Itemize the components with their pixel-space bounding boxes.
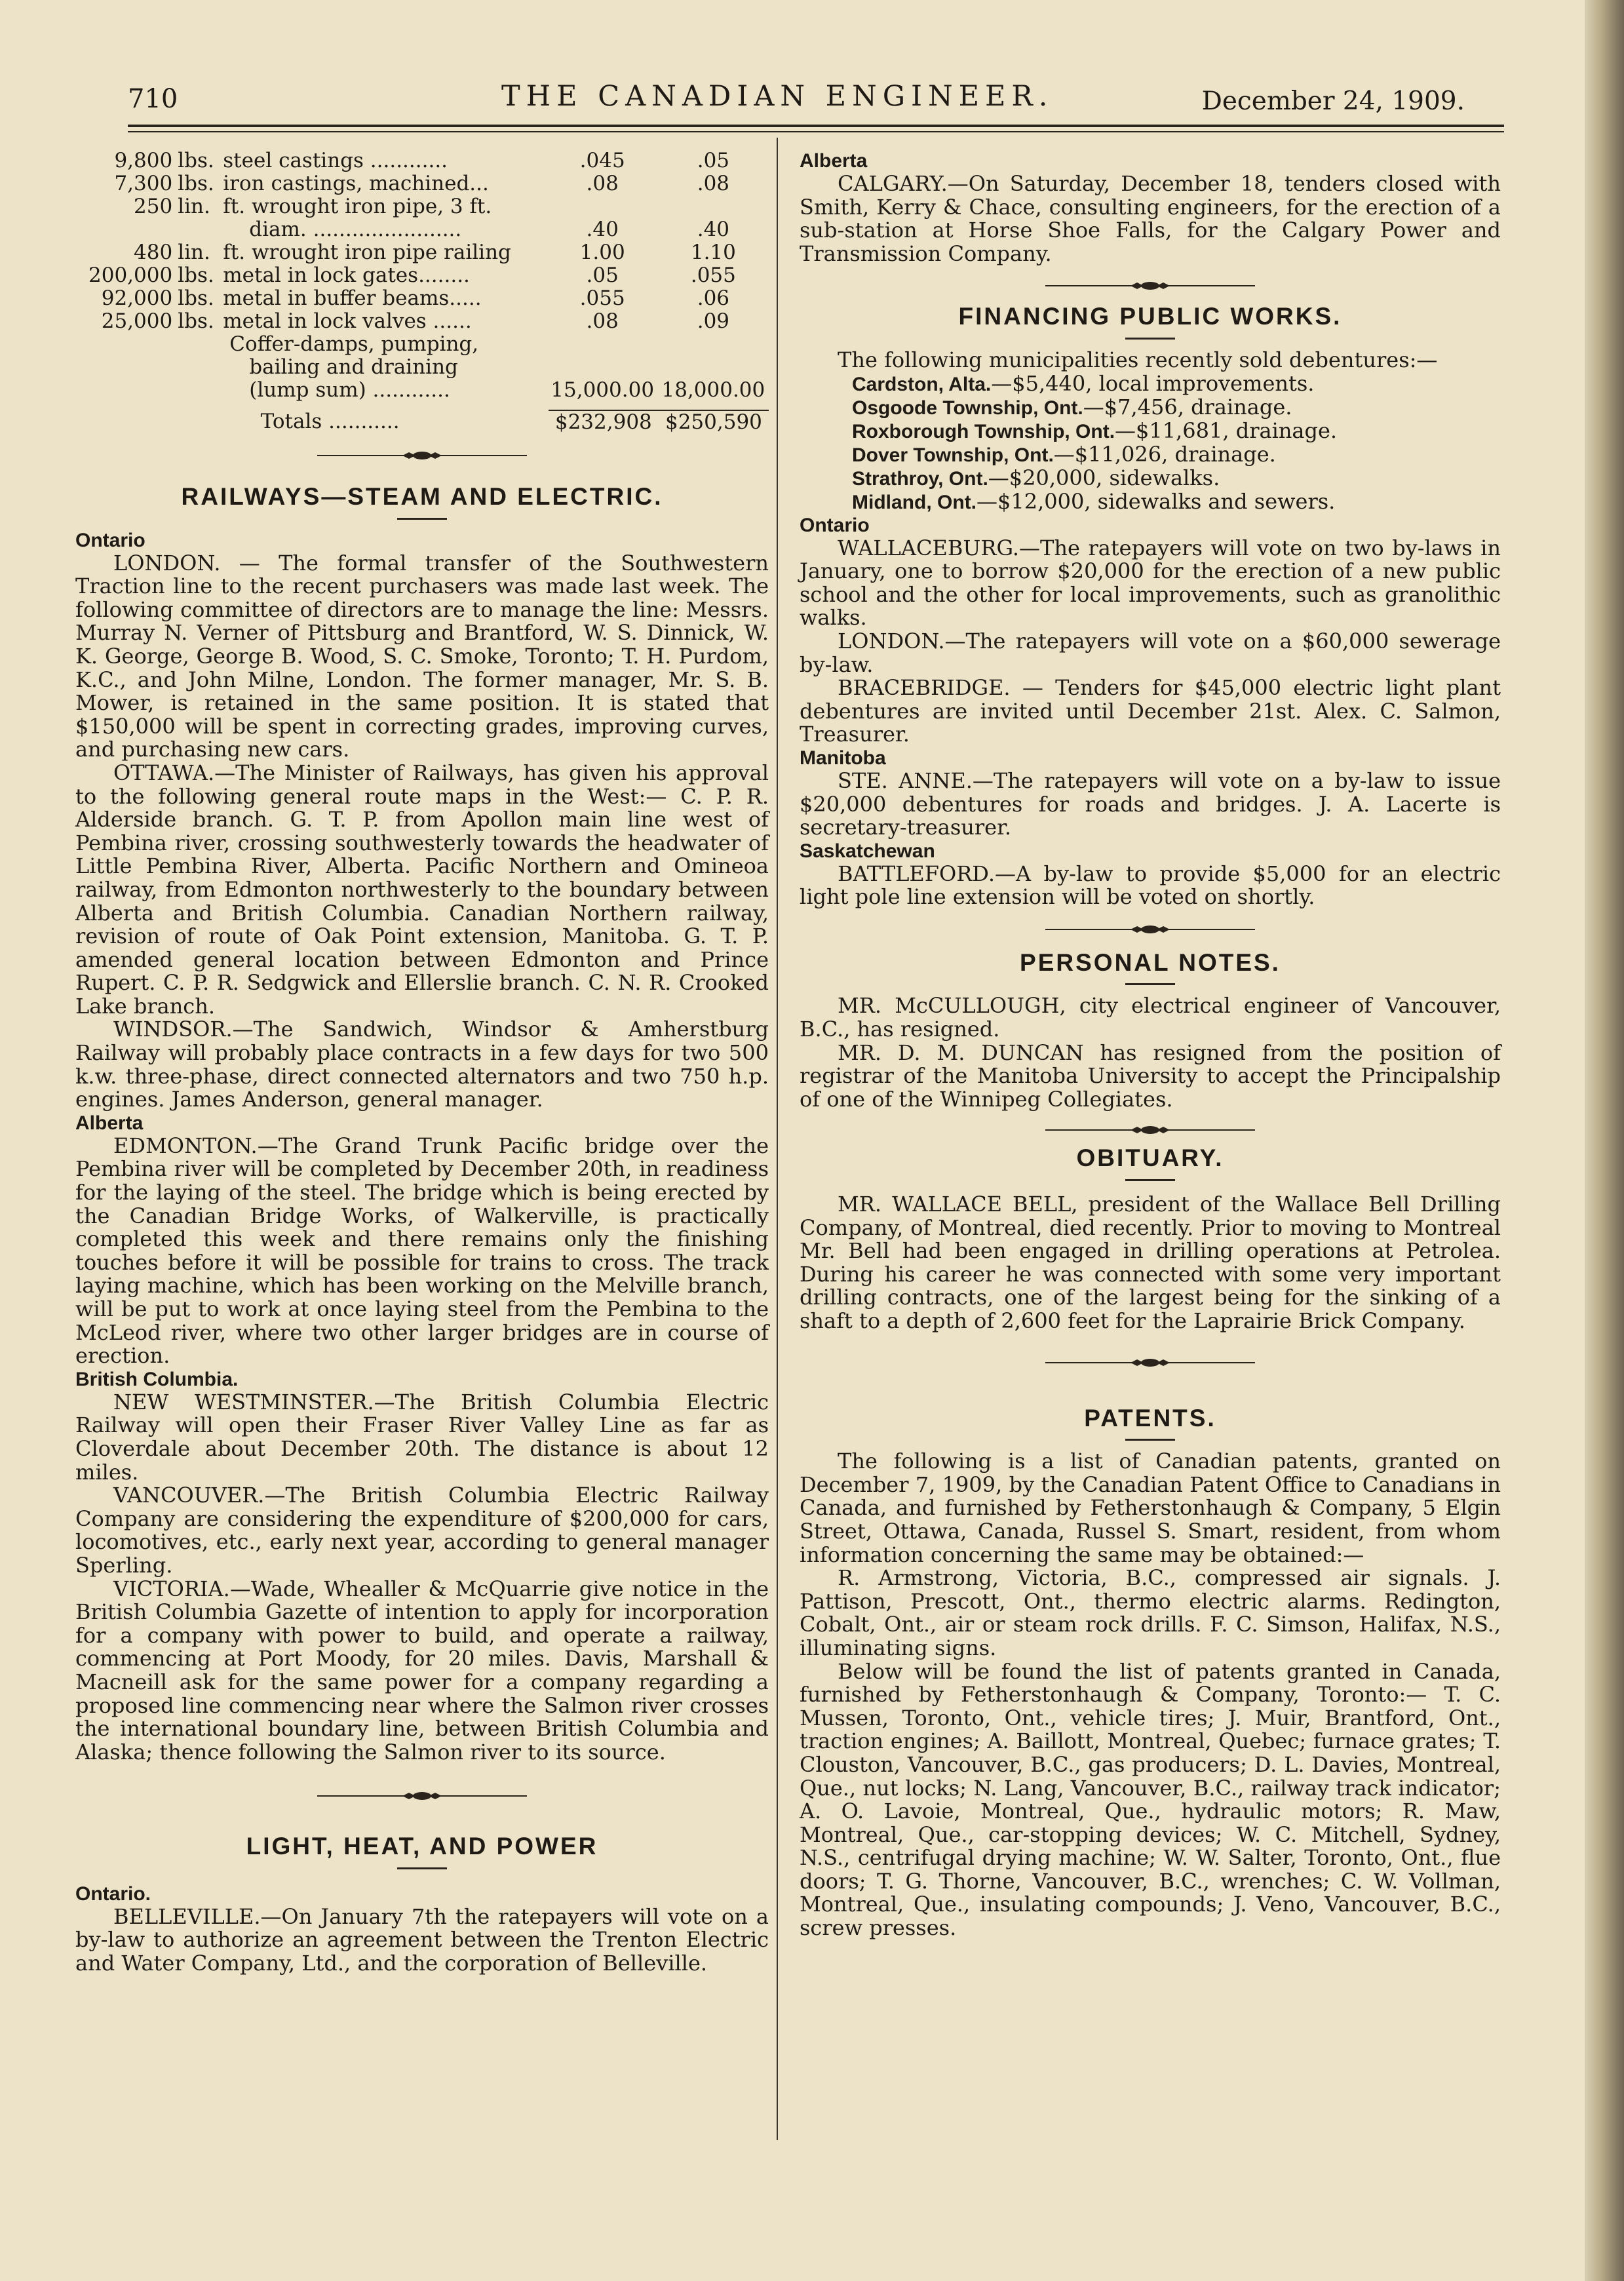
- municipality-name: Strathroy, Ont.: [852, 467, 988, 490]
- cost-unit: lbs.: [178, 172, 214, 195]
- debenture-detail: —$11,681, drainage.: [1115, 418, 1338, 443]
- issue-date: December 24, 1909.: [1201, 87, 1465, 116]
- cost-quantity: [88, 333, 178, 356]
- personal-notes-heading: PERSONAL NOTES.: [1020, 948, 1281, 976]
- right-column: [800, 149, 1501, 1940]
- cost-unit: [178, 379, 223, 402]
- cost-value-2: [658, 195, 769, 218]
- heading-rule: [1125, 338, 1175, 340]
- ornament-divider-icon: [1045, 276, 1255, 296]
- page-header: [128, 77, 1465, 117]
- cost-description: ft. wrought iron pipe, 3 ft.: [223, 195, 492, 218]
- item-london-sewerage: LONDON.—The ratepayers will vote on a $60,000 sewerage by-law.: [800, 628, 1501, 677]
- debenture-item: [800, 372, 1501, 396]
- cost-quantity: [88, 379, 178, 402]
- cost-unit: lin.: [178, 195, 210, 218]
- province-ontario-financing: Ontario: [800, 514, 870, 536]
- item-edmonton: EDMONTON.—The Grand Trunk Pacific bridge over the Pembina river will be completed by December 20th, in readiness for the laying of the steel. The bridge which is being erected by the Canadian Bridge Works, of Walkerville, is practically completed this week and there remains only the finishing touches before it will be possible for trains to cross. The track laying machine, which has been working on the Melville branch, will be put to work at once laying steel from the Pembina to the McLeod river, where two other larger bridges are in course of erection.: [75, 1133, 769, 1369]
- totals-table: [88, 410, 769, 434]
- cost-quantity: 200,000: [88, 263, 173, 287]
- municipality-name: Cardston, Alta.: [852, 373, 992, 395]
- item-wallace-bell: MR. WALLACE BELL, president of the Wallace Bell Drilling Company, of Montreal, died recently. Prior to moving to Montreal Mr. Bell had been engaged in drilling operations at Petrolea. During his career he was connected with some very important drilling contracts, one of the largest being for the sinking of a shaft to a depth of 2,600 feet for the Laprairie Brick Company.: [800, 1192, 1501, 1333]
- left-column: [75, 149, 769, 1976]
- cost-unit: lbs.: [178, 149, 214, 172]
- cost-value-2: [658, 333, 769, 356]
- province-saskatchewan: Saskatchewan: [800, 840, 935, 862]
- debenture-detail: —$11,026, drainage.: [1053, 441, 1276, 467]
- cost-description: Coffer-damps, pumping,: [229, 332, 479, 356]
- cost-unit: lbs.: [178, 286, 214, 310]
- cost-value-1: .045: [579, 149, 625, 172]
- cost-value-1: [547, 356, 658, 379]
- item-london-railway: LONDON. — The formal transfer of the Southwestern Traction line to the recent purchasers was made last week. The following committee of directors are to manage the line: Messrs. Murray N. Verner of Pittsburg and Brantford, W. S. Dinnick, W. K. George, George B. Wood, S. C. Smoke, Toronto; T. H. Purdom, K.C., and John Milne, London. The former manager, Mr. S. B. Mower, is retained in the same position. It is stated that $150,000 will be spent in correcting grades, improving curves, and purchasing new cars.: [75, 550, 769, 762]
- obituary-heading: OBITUARY.: [1076, 1144, 1224, 1172]
- cost-description: metal in lock valves ......: [223, 309, 472, 333]
- municipality-name: Roxborough Township, Ont.: [852, 420, 1115, 442]
- cost-description: steel castings ............: [223, 149, 448, 172]
- cost-value-1: .05: [586, 263, 619, 287]
- cost-value-2: [658, 356, 769, 379]
- item-ottawa: OTTAWA.—The Minister of Railways, has given his approval to the following general route maps in the West:— C. P. R. Alderside branch. G. T. P. from Apollon main line west of Pembina river, crossing southwesterly towards the headwater of Little Pembina River, Alberta. Pacific Northern and Omineoa railway, from Edmonton northwesterly to the boundary between Alberta and British Columbia. Canadian Northern railway, revision of route of Oak Point extension, Manitoba. G. T. P. amended general location between Edmonton and Prince Rupert. C. P. R. Sedgwick and Ellerslie branch. C. N. R. Crooked Lake branch.: [75, 760, 769, 1019]
- item-victoria: VICTORIA.—Wade, Whealler & McQuarrie give notice in the British Columbia Gazette of intention to apply for incorporation for a company with power to build, and operate a railway, commencing at Port Moody, for 20 miles. Davis, Marshall & Macneill ask for the same power for a company regarding a proposed line commencing near where the Salmon river crosses the international boundary line, between British Columbia and Alaska; thence following the Salmon river to its source.: [75, 1576, 769, 1764]
- item-belleville: BELLEVILLE.—On January 7th the ratepayers will vote on a by-law to authorize an agreement between the Trenton Electric and Water Company, Ltd., and the corporation of Belleville.: [75, 1903, 769, 1976]
- header-rule: [128, 125, 1504, 127]
- cost-description: (lump sum) ............: [249, 378, 450, 402]
- cost-description: diam. .......................: [249, 218, 462, 241]
- cost-unit: [178, 333, 223, 356]
- heading-rule: [1125, 1179, 1175, 1181]
- cost-description: bailing and draining: [249, 355, 458, 379]
- province-ontario: Ontario: [75, 529, 145, 551]
- cost-row: [88, 241, 769, 264]
- debenture-item: [800, 443, 1501, 467]
- item-battleford: BATTLEFORD.—A by-law to provide $5,000 for an electric light pole line extension will be voted on shortly.: [800, 861, 1501, 910]
- financing-heading: FINANCING PUBLIC WORKS.: [958, 303, 1342, 330]
- cost-value-1: .08: [586, 172, 619, 195]
- cost-value-2: .06: [697, 286, 730, 310]
- page-binding-edge: [1585, 0, 1624, 2281]
- cost-value-1: 15,000.00: [551, 378, 655, 402]
- item-mccullough: MR. McCULLOUGH, city electrical engineer of Vancouver, B.C., has resigned.: [800, 993, 1501, 1042]
- province-british-columbia: British Columbia.: [75, 1368, 239, 1390]
- cost-row: [88, 218, 769, 241]
- cost-row: [88, 287, 769, 310]
- cost-row: [88, 379, 769, 402]
- cost-quantity: 25,000: [101, 309, 173, 333]
- heading-rule: [1125, 1439, 1175, 1441]
- cost-value-1: .08: [586, 309, 619, 333]
- cost-value-1: .055: [579, 286, 625, 310]
- heading-rule: [397, 518, 447, 520]
- cost-value-1: [547, 195, 658, 218]
- item-duncan: MR. D. M. DUNCAN has resigned from the position of registrar of the Manitoba University to accept the Principalship of one of the Winnipeg Collegiates.: [800, 1040, 1501, 1112]
- cost-value-2: .09: [697, 309, 730, 333]
- journal-title: THE CANADIAN ENGINEER.: [501, 80, 1054, 113]
- railways-heading: RAILWAYS—STEAM AND ELECTRIC.: [181, 483, 663, 510]
- cost-row: [88, 356, 769, 379]
- cost-value-2: .05: [697, 149, 730, 172]
- item-wallaceburg: WALLACEBURG.—The ratepayers will vote on two by-laws in January, one to borrow $20,000 for the erection of a new public school and the other for local improvements, such as granolithic walks.: [800, 535, 1501, 631]
- cost-quantity: 480: [134, 241, 173, 264]
- ornament-divider-icon: [317, 1786, 527, 1806]
- item-calgary: CALGARY.—On Saturday, December 18, tenders closed with Smith, Kerry & Chace, consulting engineers, for the erection of a sub-station at Horse Shoe Falls, for the Calgary Power and Transmission Company.: [800, 171, 1501, 266]
- totals-row: [88, 410, 769, 434]
- cost-value-2: 18,000.00: [661, 378, 765, 402]
- cost-row: [88, 149, 769, 172]
- debenture-detail: —$5,440, local improvements.: [991, 370, 1315, 396]
- financing-intro: The following municipalities recently sold debentures:—: [838, 347, 1438, 372]
- municipality-name: Midland, Ont.: [852, 491, 976, 513]
- cost-row: [88, 333, 769, 356]
- debenture-detail: —$7,456, drainage.: [1083, 394, 1292, 419]
- municipality-name: Osgoode Township, Ont.: [852, 397, 1083, 419]
- cost-value-1: .40: [586, 218, 619, 241]
- cost-value-2: .08: [697, 172, 730, 195]
- heading-rule: [397, 1867, 447, 1869]
- debenture-detail: —$20,000, sidewalks.: [988, 465, 1220, 490]
- cost-unit: [178, 218, 223, 241]
- cost-unit: [178, 356, 223, 379]
- cost-quantity: 9,800: [114, 149, 173, 172]
- cost-unit: lbs.: [178, 263, 214, 287]
- debenture-item: [800, 467, 1501, 490]
- light-heat-power-heading: LIGHT, HEAT, AND POWER: [246, 1833, 598, 1860]
- cost-value-2: 1.10: [690, 241, 736, 264]
- cost-value-1: 1.00: [579, 241, 625, 264]
- debenture-item: [800, 419, 1501, 443]
- cost-quantity: 92,000: [101, 286, 173, 310]
- ornament-divider-icon: [1045, 920, 1255, 939]
- municipality-name: Dover Township, Ont.: [852, 444, 1054, 466]
- totals-label: Totals ...........: [260, 410, 400, 433]
- cost-row: [88, 172, 769, 195]
- item-bracebridge: BRACEBRIDGE. — Tenders for $45,000 electric light plant debentures are invited until December 21st. Alex. C. Salmon, Treasurer.: [800, 675, 1501, 747]
- debenture-detail: —$12,000, sidewalks and sewers.: [976, 488, 1336, 514]
- cost-description: iron castings, machined...: [223, 172, 489, 195]
- cost-quantity: 250: [134, 195, 173, 218]
- cost-row: [88, 195, 769, 218]
- cost-value-1: [547, 333, 658, 356]
- item-new-westminster: NEW WESTMINSTER.—The British Columbia Electric Railway will open their Fraser River Valley Line as far as Cloverdale about December 20th. The distance is about 12 miles.: [75, 1389, 769, 1485]
- patents-list-2: Below will be found the list of patents granted in Canada, furnished by Fetherstonhaugh & Company, Toronto:— T. C. Mussen, Toronto, Ont., vehicle tires; J. Muir, Brantford, Ont., traction engines; A. Baillott, Montreal, Quebec; furnace grates; T. Clouston, Vancouver, B.C., gas producers; D. L. Davies, Montreal, Que., nut locks; N. Lang, Vancouver, B.C., railway track indicator; A. O. Lavoie, Montreal, Que., hydraulic motors; R. Maw, Montreal, Que., car-stopping devices; W. C. Mitchell, Sydney, N.S., centrifugal drying machine; W. W. Salter, Toronto, Ont., flue doors; T. G. Thorne, Vancouver, B.C., wrenches; C. W. Vollman, Montreal, Que., insulating compounds; J. Veno, Vancouver, B.C., screw presses.: [800, 1658, 1501, 1941]
- province-ontario-light: Ontario.: [75, 1882, 151, 1905]
- item-vancouver: VANCOUVER.—The British Columbia Electric Railway Company are considering the expenditure of $200,000 for cars, locomotives, etc., early next year, according to general manager Sperling.: [75, 1483, 769, 1578]
- cost-table: [88, 149, 769, 402]
- heading-rule: [1125, 983, 1175, 985]
- cost-description: metal in lock gates........: [223, 263, 470, 287]
- province-alberta-right: Alberta: [800, 150, 868, 172]
- ornament-divider-icon: [1045, 1353, 1255, 1373]
- cost-description: ft. wrought iron pipe railing: [223, 241, 511, 264]
- cost-value-2: .055: [690, 263, 736, 287]
- cost-value-2: .40: [697, 218, 730, 241]
- cost-quantity: [88, 356, 178, 379]
- cost-row: [88, 310, 769, 333]
- debenture-item: [800, 490, 1501, 514]
- ornament-divider-icon: [1045, 1120, 1255, 1140]
- cost-quantity: 7,300: [114, 172, 173, 195]
- debenture-list: [800, 372, 1501, 514]
- ornament-divider-icon: [317, 446, 527, 465]
- totals-value-1: $232,908: [549, 410, 659, 434]
- cost-unit: lin.: [178, 241, 210, 264]
- cost-quantity: [88, 218, 178, 241]
- patents-intro: The following is a list of Canadian patents, granted on December 7, 1909, by the Canadian Patent Office to Canadians in Canada, and furnished by Fetherstonhaugh & Company, 5 Elgin Street, Ottawa, Canada, Russel S. Smart, resident, from whom information concerning the same may be obtained:—: [800, 1449, 1501, 1567]
- debenture-item: [800, 396, 1501, 419]
- cost-description: metal in buffer beams.....: [223, 286, 482, 310]
- patents-heading: PATENTS.: [1084, 1404, 1216, 1432]
- page-number: 710: [128, 84, 178, 114]
- province-alberta: Alberta: [75, 1112, 144, 1134]
- province-manitoba: Manitoba: [800, 747, 886, 769]
- column-divider: [777, 138, 778, 2140]
- header-rule-thin: [128, 131, 1504, 132]
- patents-list-1: R. Armstrong, Victoria, B.C., compressed air signals. J. Pattison, Prescott, Ont., thermo electric alarms. Redington, Cobalt, Ont., air or steam rock drills. F. C. Simson, Halifax, N.S., illuminating signs.: [800, 1565, 1501, 1660]
- item-windsor: WINDSOR.—The Sandwich, Windsor & Amherstburg Railway will probably place contracts in a few days for two 500 k.w. three-phase, direct connected alternators and two 750 h.p. engines. James Anderson, general manager.: [75, 1017, 769, 1112]
- item-ste-anne: STE. ANNE.—The ratepayers will vote on a by-law to issue $20,000 debentures for roads and bridges. J. A. Lacerte is secretary-treasurer.: [800, 768, 1501, 840]
- totals-value-2: $250,590: [659, 410, 769, 434]
- cost-unit: lbs.: [178, 309, 214, 333]
- cost-row: [88, 264, 769, 287]
